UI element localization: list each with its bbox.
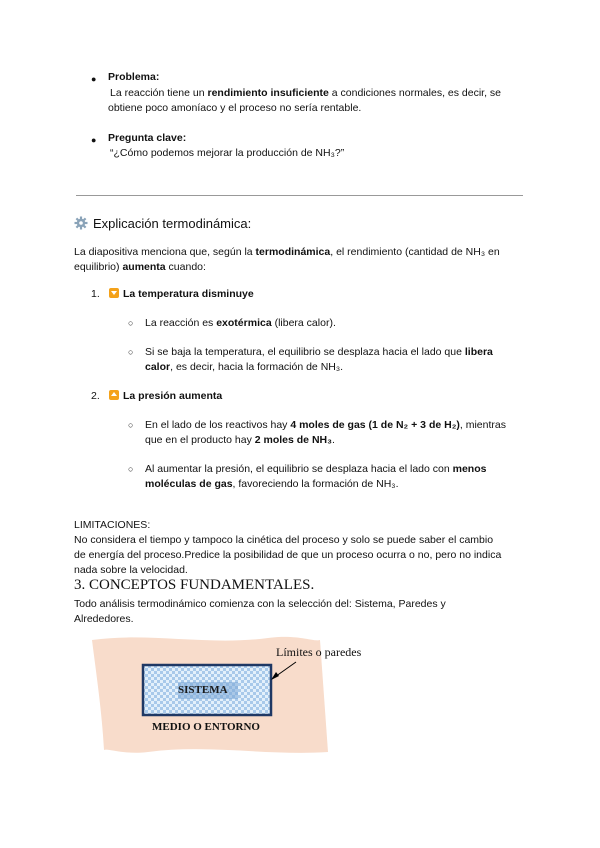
explicacion-paragraph-line2: equilibrio) aumenta cuando:: [74, 261, 206, 273]
limitaciones-line3: nada sobre la velocidad.: [74, 564, 188, 576]
item1-number: 1.: [91, 288, 100, 300]
item1-title: La temperatura disminuye: [109, 287, 254, 302]
pregunta-label: Pregunta clave:: [108, 132, 187, 144]
problema-text: La reacción tiene un rendimiento insuficiente a condiciones normales, es decir, se: [110, 87, 502, 99]
item1-sub1: La reacción es exotérmica (libera calor).: [145, 317, 336, 329]
item2-number: 2.: [91, 390, 100, 402]
walls-label: Límites o paredes: [276, 645, 362, 659]
item1-sub2: Si se baja la temperatura, el equilibrio se desplaza hacia el lado que libera: [145, 346, 493, 358]
conceptos-heading: 3. CONCEPTOS FUNDAMENTALES.: [74, 577, 315, 593]
circle-bullet: ○: [128, 420, 134, 430]
arrow-up-icon: [109, 390, 119, 400]
item2-sub2-line2: moléculas de gas, favoreciendo la formación de NH₃.: [145, 478, 399, 490]
conceptos-line1: Todo análisis termodinámico comienza con la selección del: Sistema, Paredes y: [74, 598, 446, 610]
item2-sub2: Al aumentar la presión, el equilibrio se desplaza hacia el lado con menos: [145, 463, 487, 475]
bullet-dot: ●: [91, 135, 97, 145]
conceptos-line2: Alrededores.: [74, 613, 134, 625]
bullet-dot: ●: [91, 74, 97, 84]
item1-sub2-line2: calor, es decir, hacia la formación de NH₃.: [145, 361, 344, 373]
system-label: SISTEMA: [178, 684, 228, 696]
limitaciones-line2: de energía del proceso.Predice la posibilidad de que un proceso ocurra o no, pero no indica: [74, 549, 502, 561]
circle-bullet: ○: [128, 464, 134, 474]
gear-icon: [74, 216, 88, 230]
circle-bullet: ○: [128, 318, 134, 328]
problema-label: Problema:: [108, 71, 160, 83]
item2-sub1: En el lado de los reactivos hay 4 moles de gas (1 de N₂ + 3 de H₂), mientras: [145, 419, 506, 431]
circle-bullet: ○: [128, 347, 134, 357]
limitaciones-title: LIMITACIONES:: [74, 519, 151, 531]
arrow-down-icon: [109, 288, 119, 298]
problema-text-line2: obtiene poco amoníaco y el proceso no sería rentable.: [108, 102, 362, 114]
surroundings-label: MEDIO O ENTORNO: [152, 721, 260, 733]
item2-title: La presión aumenta: [109, 389, 222, 404]
pregunta-text: “¿Cómo podemos mejorar la producción de NH₃?”: [110, 147, 345, 159]
explicacion-paragraph-line1: La diapositiva menciona que, según la termodinámica, el rendimiento (cantidad de NH₃ en: [74, 246, 500, 258]
explicacion-heading: Explicación termodinámica:: [74, 216, 251, 231]
limitaciones-line1: No considera el tiempo y tampoco la cinética del proceso y solo se puede saber el cambio: [74, 534, 494, 546]
item2-sub1-line2: que en el producto hay 2 moles de NH₃.: [145, 434, 335, 446]
divider: [76, 195, 523, 196]
